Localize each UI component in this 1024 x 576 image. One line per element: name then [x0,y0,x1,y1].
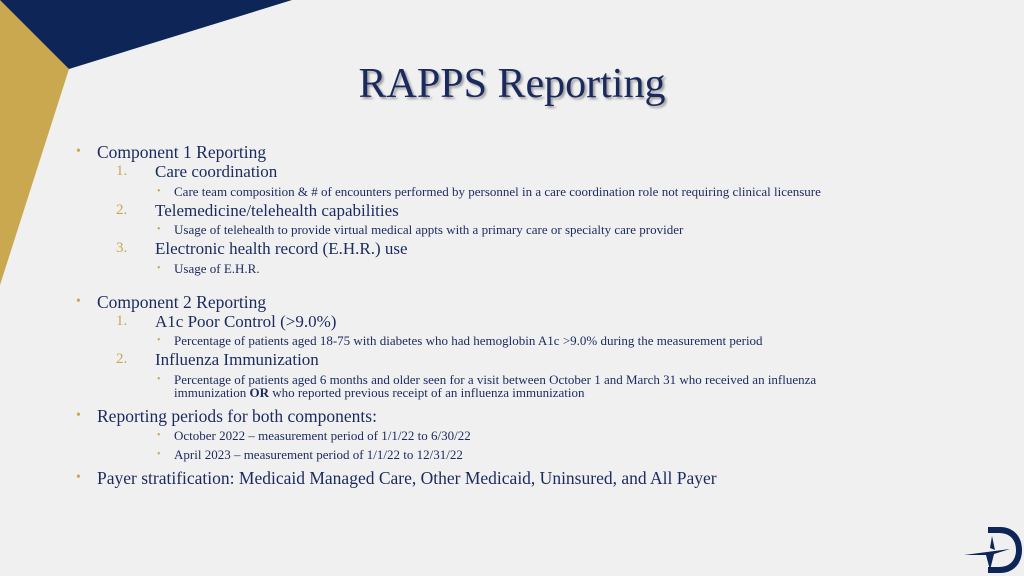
list-item: 2. Telemedicine/telehealth capabilities [116,200,399,220]
sub-item: • April 2023 – measurement period of 1/1/22 to 12/31/22 [76,445,976,464]
list-item: 2. Influenza Immunization [116,350,319,369]
sub-item: • Percentage of patients aged 18-75 with diabetes who had hemoglobin A1c >9.0% during the measurement period [76,331,976,350]
organization-logo [962,524,1024,576]
component2-heading: • Component 2 Reporting [76,292,976,312]
sub-item: • Percentage of patients aged 6 months and older seen for a visit between October 1 and March 31 who received an influenza immunization OR who reported previous receipt of an influenza immunization [76,370,976,402]
sub-item: • Usage of E.H.R. [76,259,976,278]
list-item: 3. Electronic health record (E.H.R.) use [116,239,408,258]
content-list [76,142,976,488]
sub-item: • Care team composition & # of encounters performed by personnel in a care coordination role not requiring clinical licensure [76,182,976,201]
page-title: RAPPS Reporting [358,61,666,107]
periods-heading: • Reporting periods for both components: [76,406,976,426]
sub-item: • October 2022 – measurement period of 1/1/22 to 6/30/22 [76,426,976,445]
sub-item: • Usage of telehealth to provide virtual medical appts with a primary care or specialty care provider [76,220,976,239]
payer-stratification: • Payer stratification: Medicaid Managed Care, Other Medicaid, Uninsured, and All Payer [76,468,976,488]
list-item: 1. Care coordination [116,162,278,181]
component1-heading: • Component 1 Reporting [76,142,976,162]
list-item: 1. A1c Poor Control (>9.0%) [116,311,337,331]
